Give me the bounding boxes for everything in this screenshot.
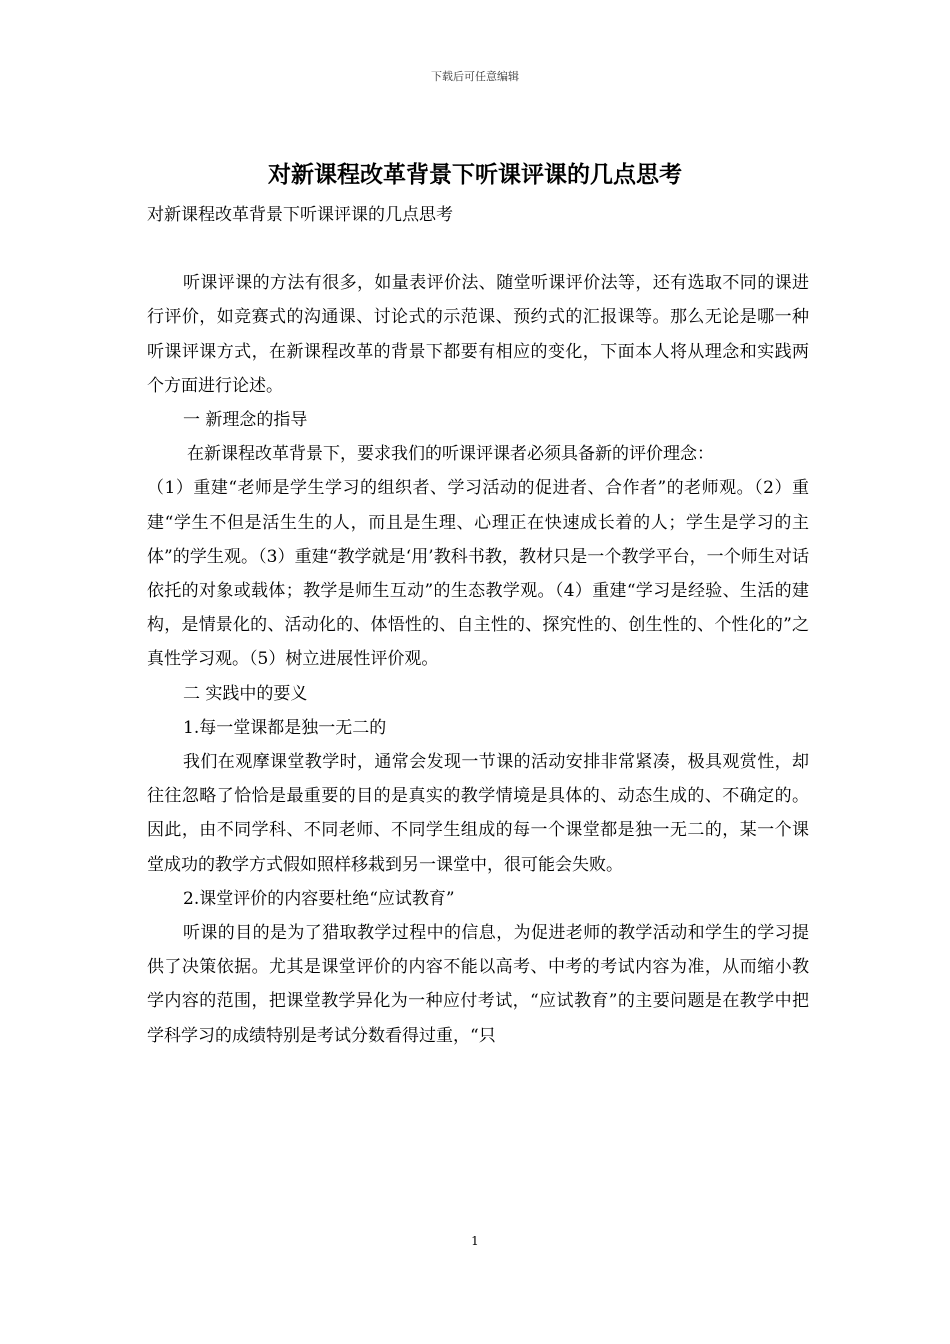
paragraph-unique-lesson: 我们在观摩课堂教学时，通常会发现一节课的活动安排非常紧凑，极具观赏性，却往往忽略了恰恰是最重要的目的是真实的教学情境是具体的、动态生成的、不确定的。因此，由不同学科、不同老师、不同学生组成的每一个课堂都是独一无二的，某一个课堂成功的教学方式假如照样移栽到另一课堂中，很可能会失败。: [147, 752, 809, 875]
document-title: 对新课程改革背景下听课评课的几点思考: [268, 162, 682, 188]
document-subtitle: 对新课程改革背景下听课评课的几点思考: [147, 205, 453, 225]
document-body: [147, 198, 809, 1053]
paragraph-requirement: 在新课程改革背景下，要求我们的听课评课者必须具备新的评价理念：: [187, 444, 714, 465]
header-note: 下载后可任意编辑: [431, 70, 519, 83]
section-heading-2: 二 实践中的要义: [183, 683, 308, 704]
paragraph-intro: 听课评课的方法有很多，如量表评价法、随堂听课评价法等，还有选取不同的课进行评价，如竞赛式的沟通课、讨论式的示范课、预约式的汇报课等。那么无论是哪一种听课评课方式，在新课程改革的背景下都要有相应的变化，下面本人将从理念和实践两个方面进行论述。: [147, 273, 809, 396]
subheading-2: 2.课堂评价的内容要杜绝“应试教育”: [183, 888, 455, 909]
paragraph-concepts: （1）重建“老师是学生学习的组织者、学习活动的促进者、合作者”的老师观。（2）重建“学生不但是活生生的人，而且是生理、心理正在快速成长着的人；学生是学习的主体”的学生观。（3）重建“教学就是‘用’教科书教，教材只是一个教学平台，一个师生对话依托的对象或载体；教学是师生互动”的生态教学观。（4）重建“学习是经验、生活的建构，是情景化的、活动化的、体悟性的、自主性的、探究性的、创生性的、个性化的”之真性学习观。（5）树立进展性评价观。: [147, 478, 809, 670]
page-number: 1: [471, 1234, 479, 1248]
paragraph-evaluation: 听课的目的是为了猎取教学过程中的信息，为促进老师的教学活动和学生的学习提供了决策依据。尤其是课堂评价的内容不能以高考、中考的考试内容为准，从而缩小教学内容的范围，把课堂教学异化为一种应付考试，“应试教育”的主要问题是在教学中把学科学习的成绩特别是考试分数看得过重，“只: [147, 923, 809, 1046]
subheading-1: 1.每一堂课都是独一无二的: [183, 717, 387, 738]
section-heading-1: 一 新理念的指导: [183, 410, 308, 431]
